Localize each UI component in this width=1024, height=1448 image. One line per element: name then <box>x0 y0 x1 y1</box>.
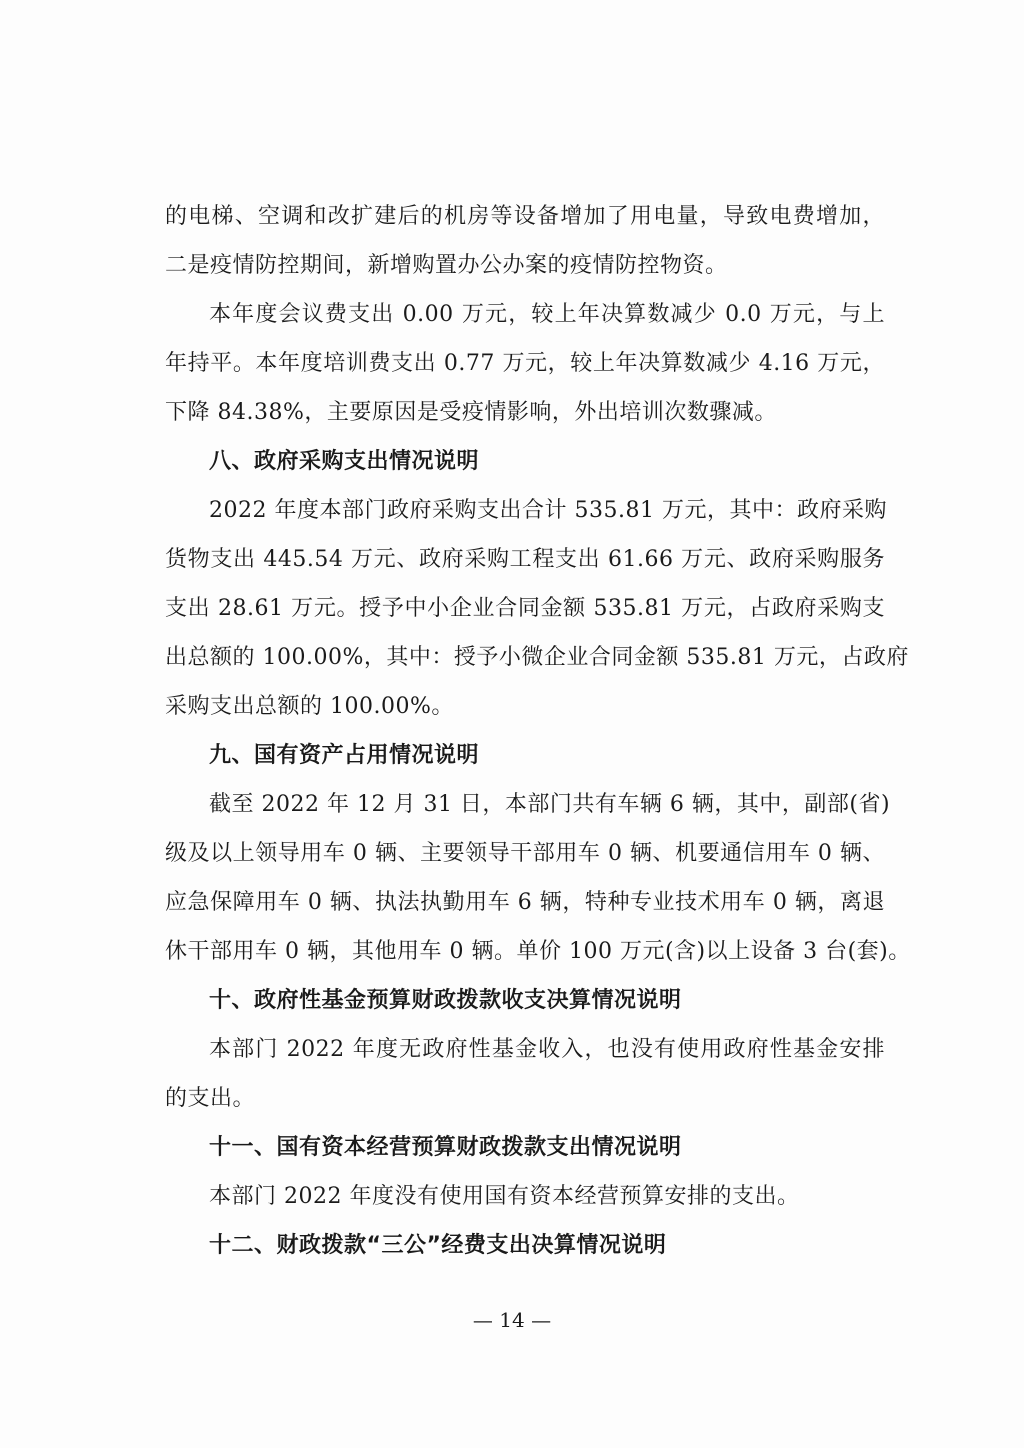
paragraph-line: 2022 年度本部门政府采购支出合计 535.81 万元，其中：政府采购 <box>209 498 887 523</box>
paragraph-line: 货物支出 445.54 万元、政府采购工程支出 61.66 万元、政府采购服务 <box>165 547 885 572</box>
paragraph-line: 截至 2022 年 12 月 31 日，本部门共有车辆 6 辆，其中，副部(省) <box>209 792 891 817</box>
page-number: — 14 — <box>472 1308 552 1332</box>
paragraph-line: 本部门 2022 年度没有使用国有资本经营预算安排的支出。 <box>209 1184 800 1209</box>
paragraph-line: 的支出。 <box>165 1086 256 1111</box>
paragraph-line: 应急保障用车 0 辆、执法执勤用车 6 辆，特种专业技术用车 0 辆，离退 <box>165 890 885 915</box>
paragraph-line: 休干部用车 0 辆，其他用车 0 辆。单价 100 万元(含)以上设备 3 台(套)。 <box>165 939 911 964</box>
paragraph-line: 支出 28.61 万元。授予中小企业合同金额 535.81 万元，占政府采购支 <box>165 596 885 621</box>
section-heading-10: 十、政府性基金预算财政拨款收支决算情况说明 <box>209 988 682 1013</box>
section-heading-9: 九、国有资产占用情况说明 <box>209 743 480 768</box>
section-heading-12: 十二、财政拨款“三公”经费支出决算情况说明 <box>209 1233 667 1258</box>
paragraph-line: 级及以上领导用车 0 辆、主要领导干部用车 0 辆、机要通信用车 0 辆、 <box>165 841 885 866</box>
paragraph-line: 本部门 2022 年度无政府性基金收入，也没有使用政府性基金安排 <box>209 1037 885 1062</box>
paragraph-line: 年持平。本年度培训费支出 0.77 万元，较上年决算数减少 4.16 万元， <box>165 351 885 376</box>
document-body <box>165 192 911 1270</box>
paragraph-line: 出总额的 100.00%，其中：授予小微企业合同金额 535.81 万元，占政府 <box>165 645 909 670</box>
paragraph-line: 二是疫情防控期间，新增购置办公办案的疫情防控物资。 <box>165 253 728 278</box>
paragraph-line: 的电梯、空调和改扩建后的机房等设备增加了用电量，导致电费增加， <box>165 204 885 229</box>
paragraph-line: 采购支出总额的 100.00%。 <box>165 694 454 719</box>
section-heading-11: 十一、国有资本经营预算财政拨款支出情况说明 <box>209 1135 682 1160</box>
section-heading-8: 八、政府采购支出情况说明 <box>209 449 480 474</box>
paragraph-line: 下降 84.38%，主要原因是受疫情影响，外出培训次数骤减。 <box>165 400 777 425</box>
paragraph-line: 本年度会议费支出 0.00 万元，较上年决算数减少 0.0 万元，与上 <box>209 302 885 327</box>
